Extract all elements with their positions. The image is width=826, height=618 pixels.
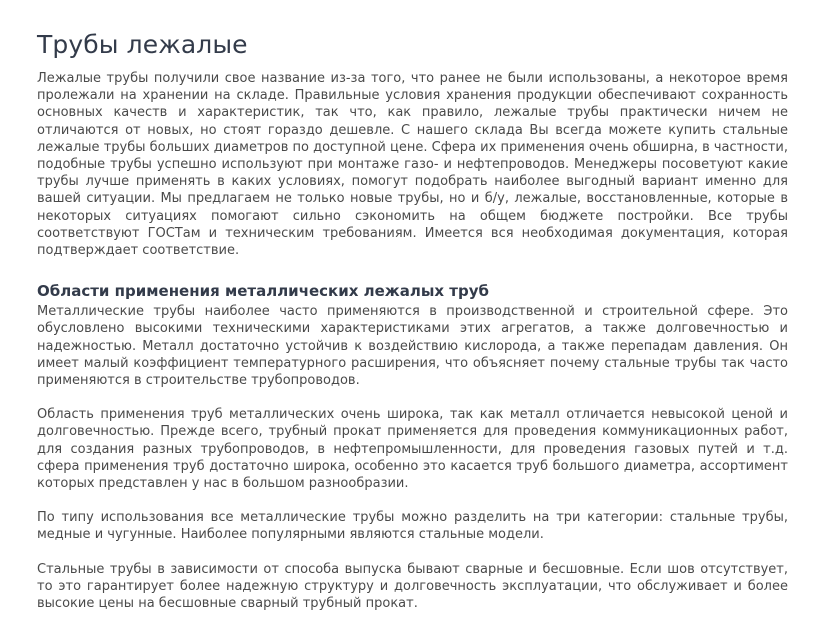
page-title: Трубы лежалые (37, 30, 248, 59)
body-paragraph: Металлические трубы наиболее часто применяются в производственной и строительной сфере. Это обусловлено высокими техническими характеристиками этих агрегатов, а также долговечностью и надежностью. Металл достаточно устойчив к воздействию кислорода, а также перепадам давления. Он имеет малый коэффициент температурного расширения, что объясняет почему стальные трубы так часто применяются в строительстве трубопроводов. (37, 304, 788, 389)
body-paragraph: Область применения труб металлических очень широка, так как металл отличается невысокой ценой и долговечностью. Прежде всего, трубный прокат применяется для проведения коммуникационных работ, для создания разных трубопроводов, в нефтепромышленности, для проведения газовых путей и т.д. сфера применения труб достаточно широка, особенно это касается труб большого диаметра, ассортимент которых представлен у нас в большом разнообразии. (37, 407, 788, 492)
body-paragraph: Стальные трубы в зависимости от способа выпуска бывают сварные и бесшовные. Если шов отсутствует, то это гарантирует более надежную структуру и долговечность эксплуатации, что обслуживает и более высокие цены на бесшовные сварный трубный прокат. (37, 561, 788, 612)
body-paragraph: По типу использования все металлические трубы можно разделить на три категории: стальные трубы, медные и чугунные. Наиболее популярными являются стальные модели. (37, 510, 788, 543)
article (37, 30, 788, 618)
intro-paragraph: Лежалые трубы получили свое название из-за того, что ранее не были использованы, а некоторое время пролежали на хранении на складе. Правильные условия хранения продукции обеспечивают сохранность основных качеств и характеристик, так что, как правило, лежалые трубы практически ничем не отличаются от новых, но стоят гораздо дешевле. С нашего склада Вы всегда можете купить стальные лежалые трубы больших диаметров по доступной цене. Сфера их применения очень обширна, в частности, подобные трубы успешно используют при монтаже газо- и нефтепроводов. Менеджеры посоветуют какие трубы лучше применять в каких условиях, помогут подобрать наиболее выгодный вариант именно для вашей ситуации. Мы предлагаем не только новые трубы, но и б/у, лежалые, восстановленные, которые в некоторых ситуациях помогают сильно сэкономить на общем бюджете постройки. Все трубы соответствуют ГОСТам и техническим требованиям. Имеется вся необходимая документация, которая подтверждает соответствие. (37, 71, 788, 259)
section-heading: Области применения металлических лежалых труб (37, 282, 489, 301)
